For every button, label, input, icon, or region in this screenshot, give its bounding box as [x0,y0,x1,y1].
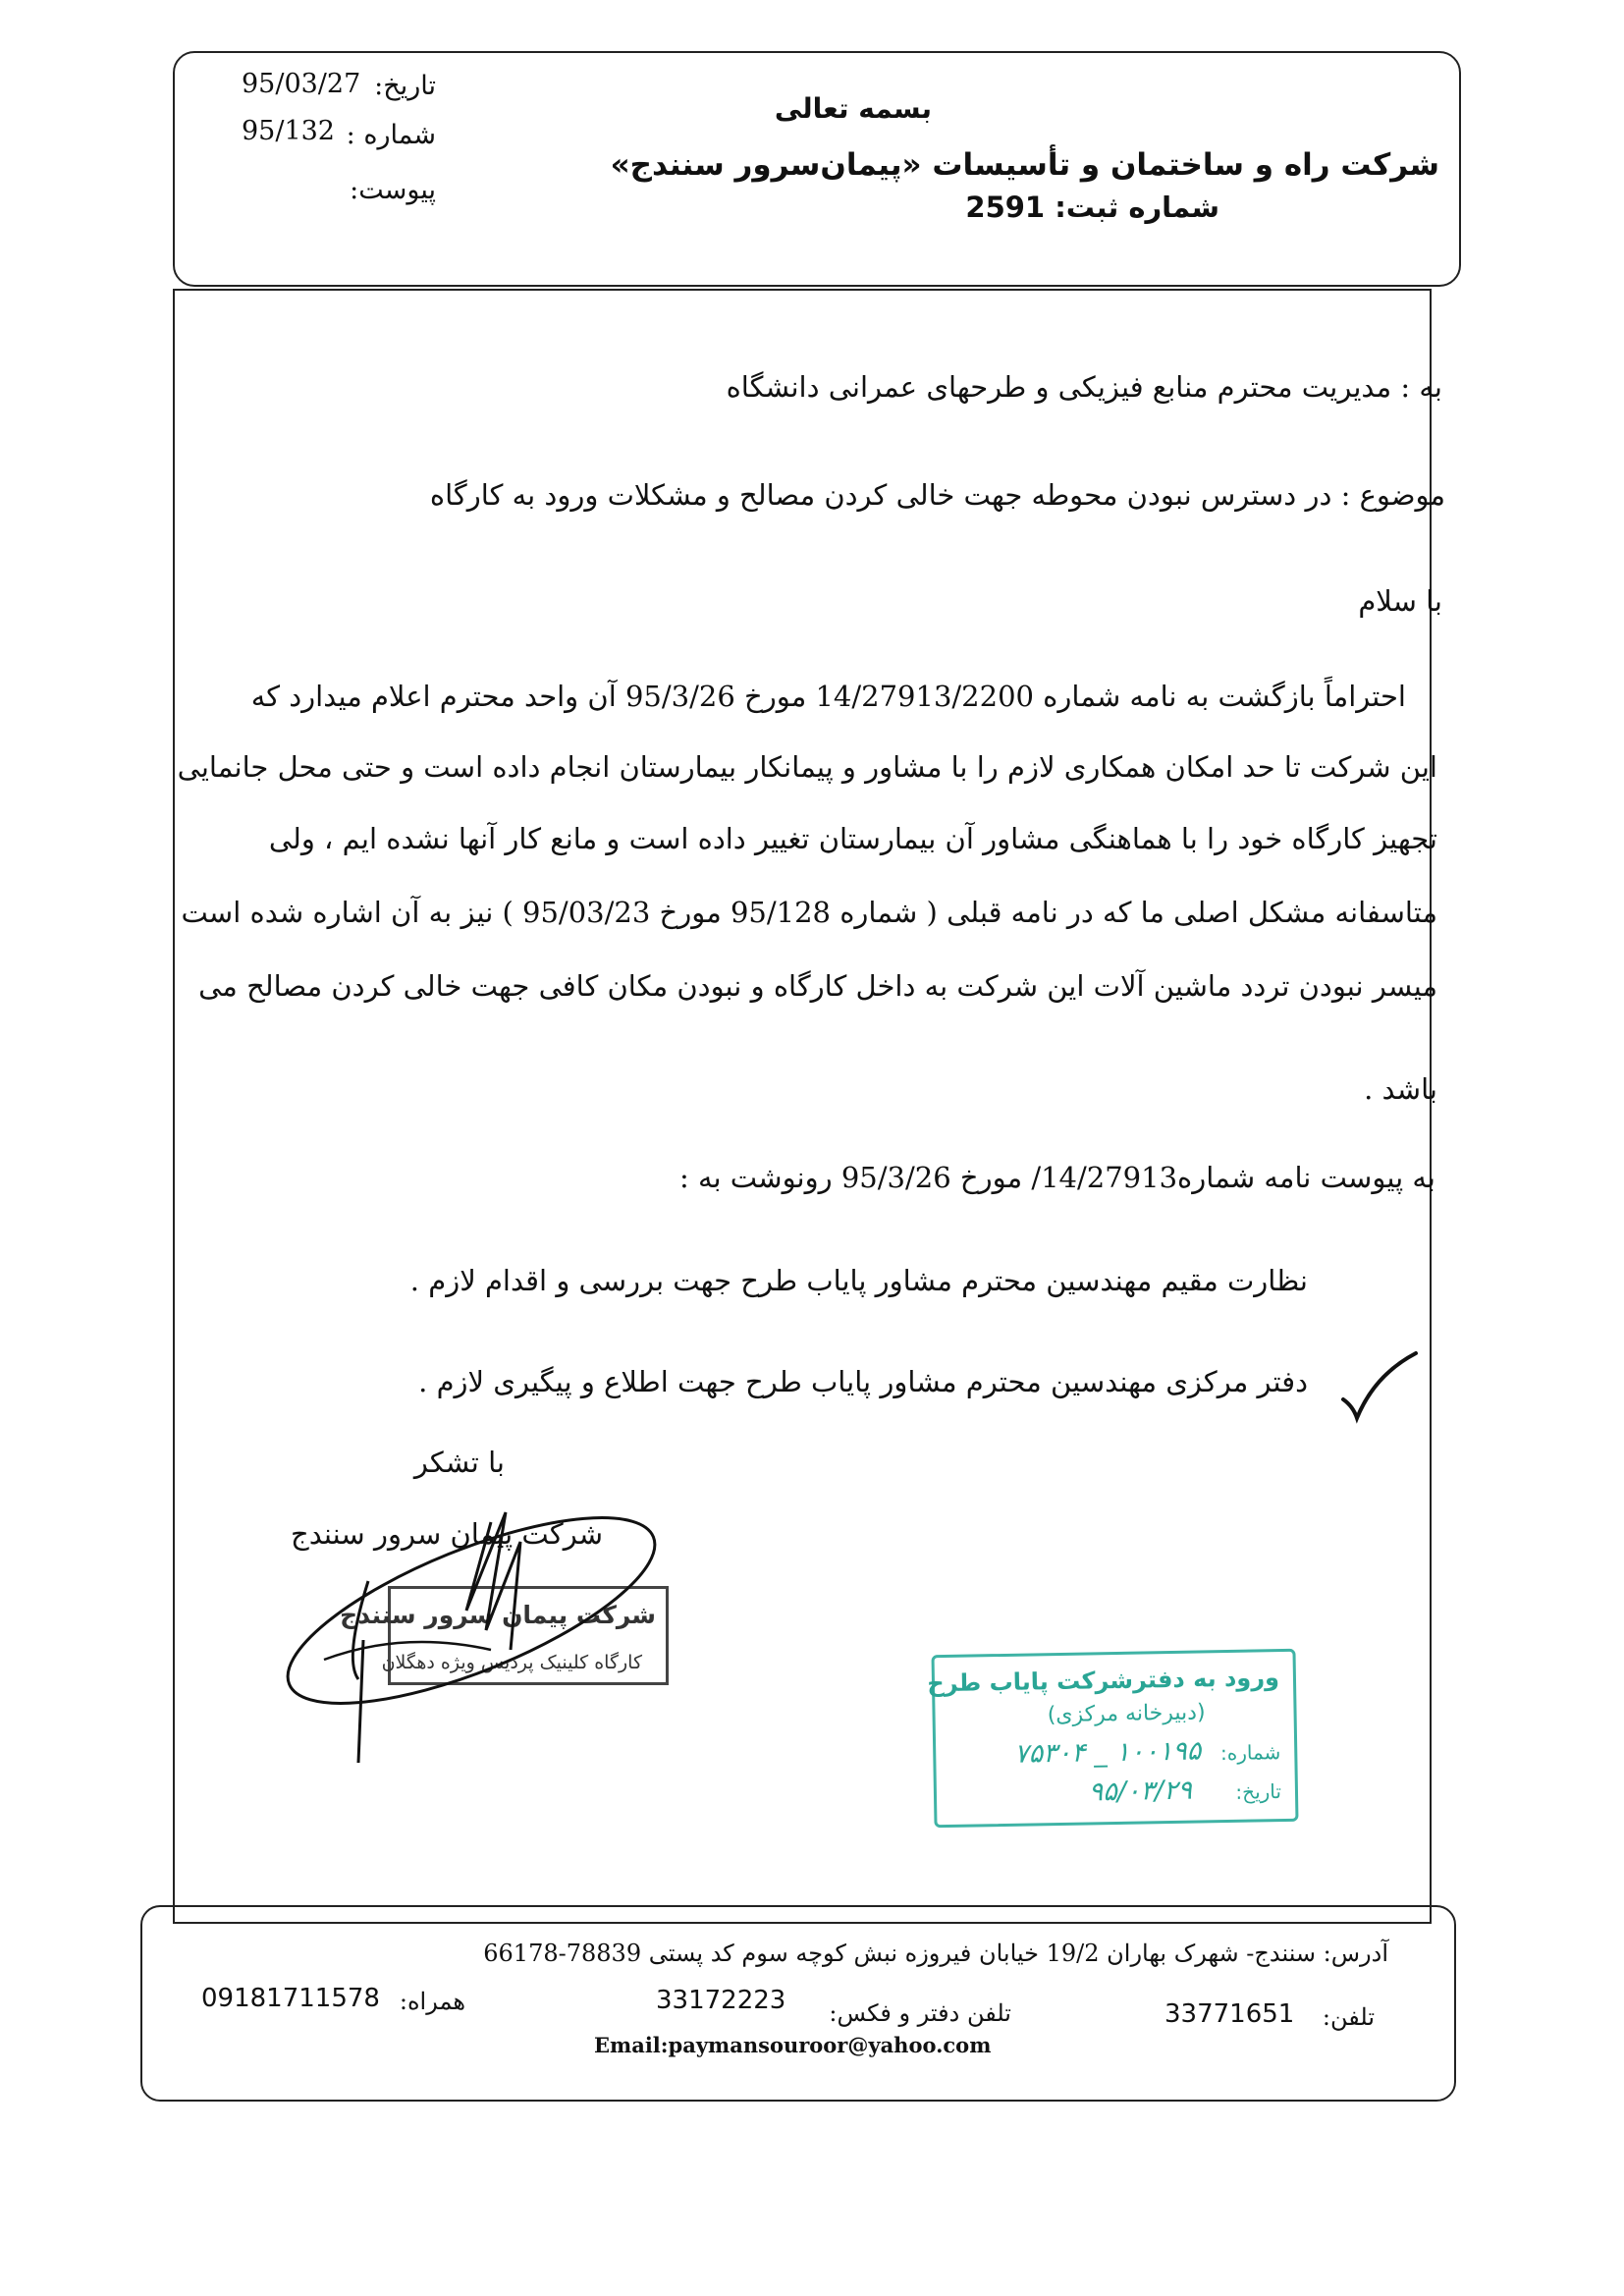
receipt-stamp [927,1649,1298,1828]
footer-office-label: تلفن دفتر و فکس: [829,1999,1011,2027]
basmala: بسمه تعالی [774,92,932,125]
body-line: باشد . [1364,1072,1437,1106]
receipt-stamp-number: ۱۰۰۱۹۵ _ ۷۵۳۰۴ [1013,1735,1202,1770]
footer-phone-label: تلفن: [1322,2003,1375,2031]
closing: با تشکر [413,1446,505,1479]
footer-phone: 33771651 [1164,1999,1295,2029]
receipt-stamp-date-label: تاریخ: [1235,1779,1282,1804]
body-line: احتراماً بازگشت به نامه شماره 14/27913/2200 مورخ 95/3/26 آن واحد محترم اعلام میدارد که [250,680,1406,713]
date-value: 95/03/27 [242,69,361,99]
body-line: متاسفانه مشکل اصلی ما که در نامه قبلی ( شماره 95/128 مورخ 95/03/23 ) نیز به آن اشاره شده است [181,896,1437,929]
company-name: شرکت راه و ساختمان و تأسیسات «پیمان‌سرور سنندج» [610,147,1439,183]
cc-item: دفتر مرکزی مهندسین محترم مشاور پایاب طرح جهت اطلاع و پیگیری لازم . [418,1365,1308,1398]
greeting: با سلام [1358,584,1442,618]
date-label: تاریخ: [374,71,436,101]
company-stamp-site: کارگاه کلینیک پردیس ویژه دهگلان [381,1652,642,1673]
signature-company: شرکت پیمان سرور سنندج [290,1517,603,1551]
company-stamp-name: شرکت پیمان سرور سنندج [340,1601,656,1629]
receipt-stamp-date: ۹۵/۰۳/۲۹ [1088,1775,1193,1808]
footer-address: آدرس: سنندج- شهرک بهاران 19/2 خیابان فیروزه نبش کوچه سوم کد پستی 78839-66178 [483,1940,1388,1967]
registration-number: شماره ثبت: 2591 [965,191,1219,224]
cc-item: نظارت مقیم مهندسین محترم مشاور پایاب طرح جهت بررسی و اقدام لازم . [409,1264,1308,1297]
number-label: شماره : [346,120,436,150]
attachment-label: پیوست: [350,175,436,205]
footer-email: Email:paymansouroor@yahoo.com [594,2033,992,2057]
receipt-stamp-subtitle: (دبیرخانه مرکزی) [1047,1700,1206,1728]
body-line: میسر نبودن تردد ماشین آلات این شرکت به داخل کارگاه و نبودن مکان کافی جهت خالی کردن مصالح می [198,969,1437,1003]
footer-office: 33172223 [656,1986,786,2015]
number-value: 95/132 [242,116,335,146]
footer-mobile-label: همراه: [399,1988,465,2015]
cc-intro: به پیوست نامه شماره14/27913/ مورخ 95/3/26 رونوشت به : [678,1161,1435,1194]
receipt-stamp-title: ورود به دفترشرکت پایاب طرح [927,1664,1280,1698]
check-mark-icon [1335,1345,1424,1424]
body-line: این شرکت تا حد امکان همکاری لازم را با مشاور و پیمانکار بیمارستان انجام داده است و حتی محل جانمایی [177,750,1437,784]
signature-icon [265,1483,677,1768]
receipt-stamp-number-label: شماره: [1219,1740,1281,1766]
body-line: تجهیز کارگاه خود را با هماهنگی مشاور آن بیمارستان تغییر داده است و مانع کار آنها نشده ایم ، ولی [268,822,1437,855]
footer-mobile: 09181711578 [201,1984,380,2013]
subject-line: موضوع : در دسترس نبودن محوطه جهت خالی کردن مصالح و مشکلات ورود به کارگاه [429,478,1445,512]
recipient-line: به : مدیریت محترم منابع فیزیکی و طرحهای عمرانی دانشگاه [726,370,1442,404]
